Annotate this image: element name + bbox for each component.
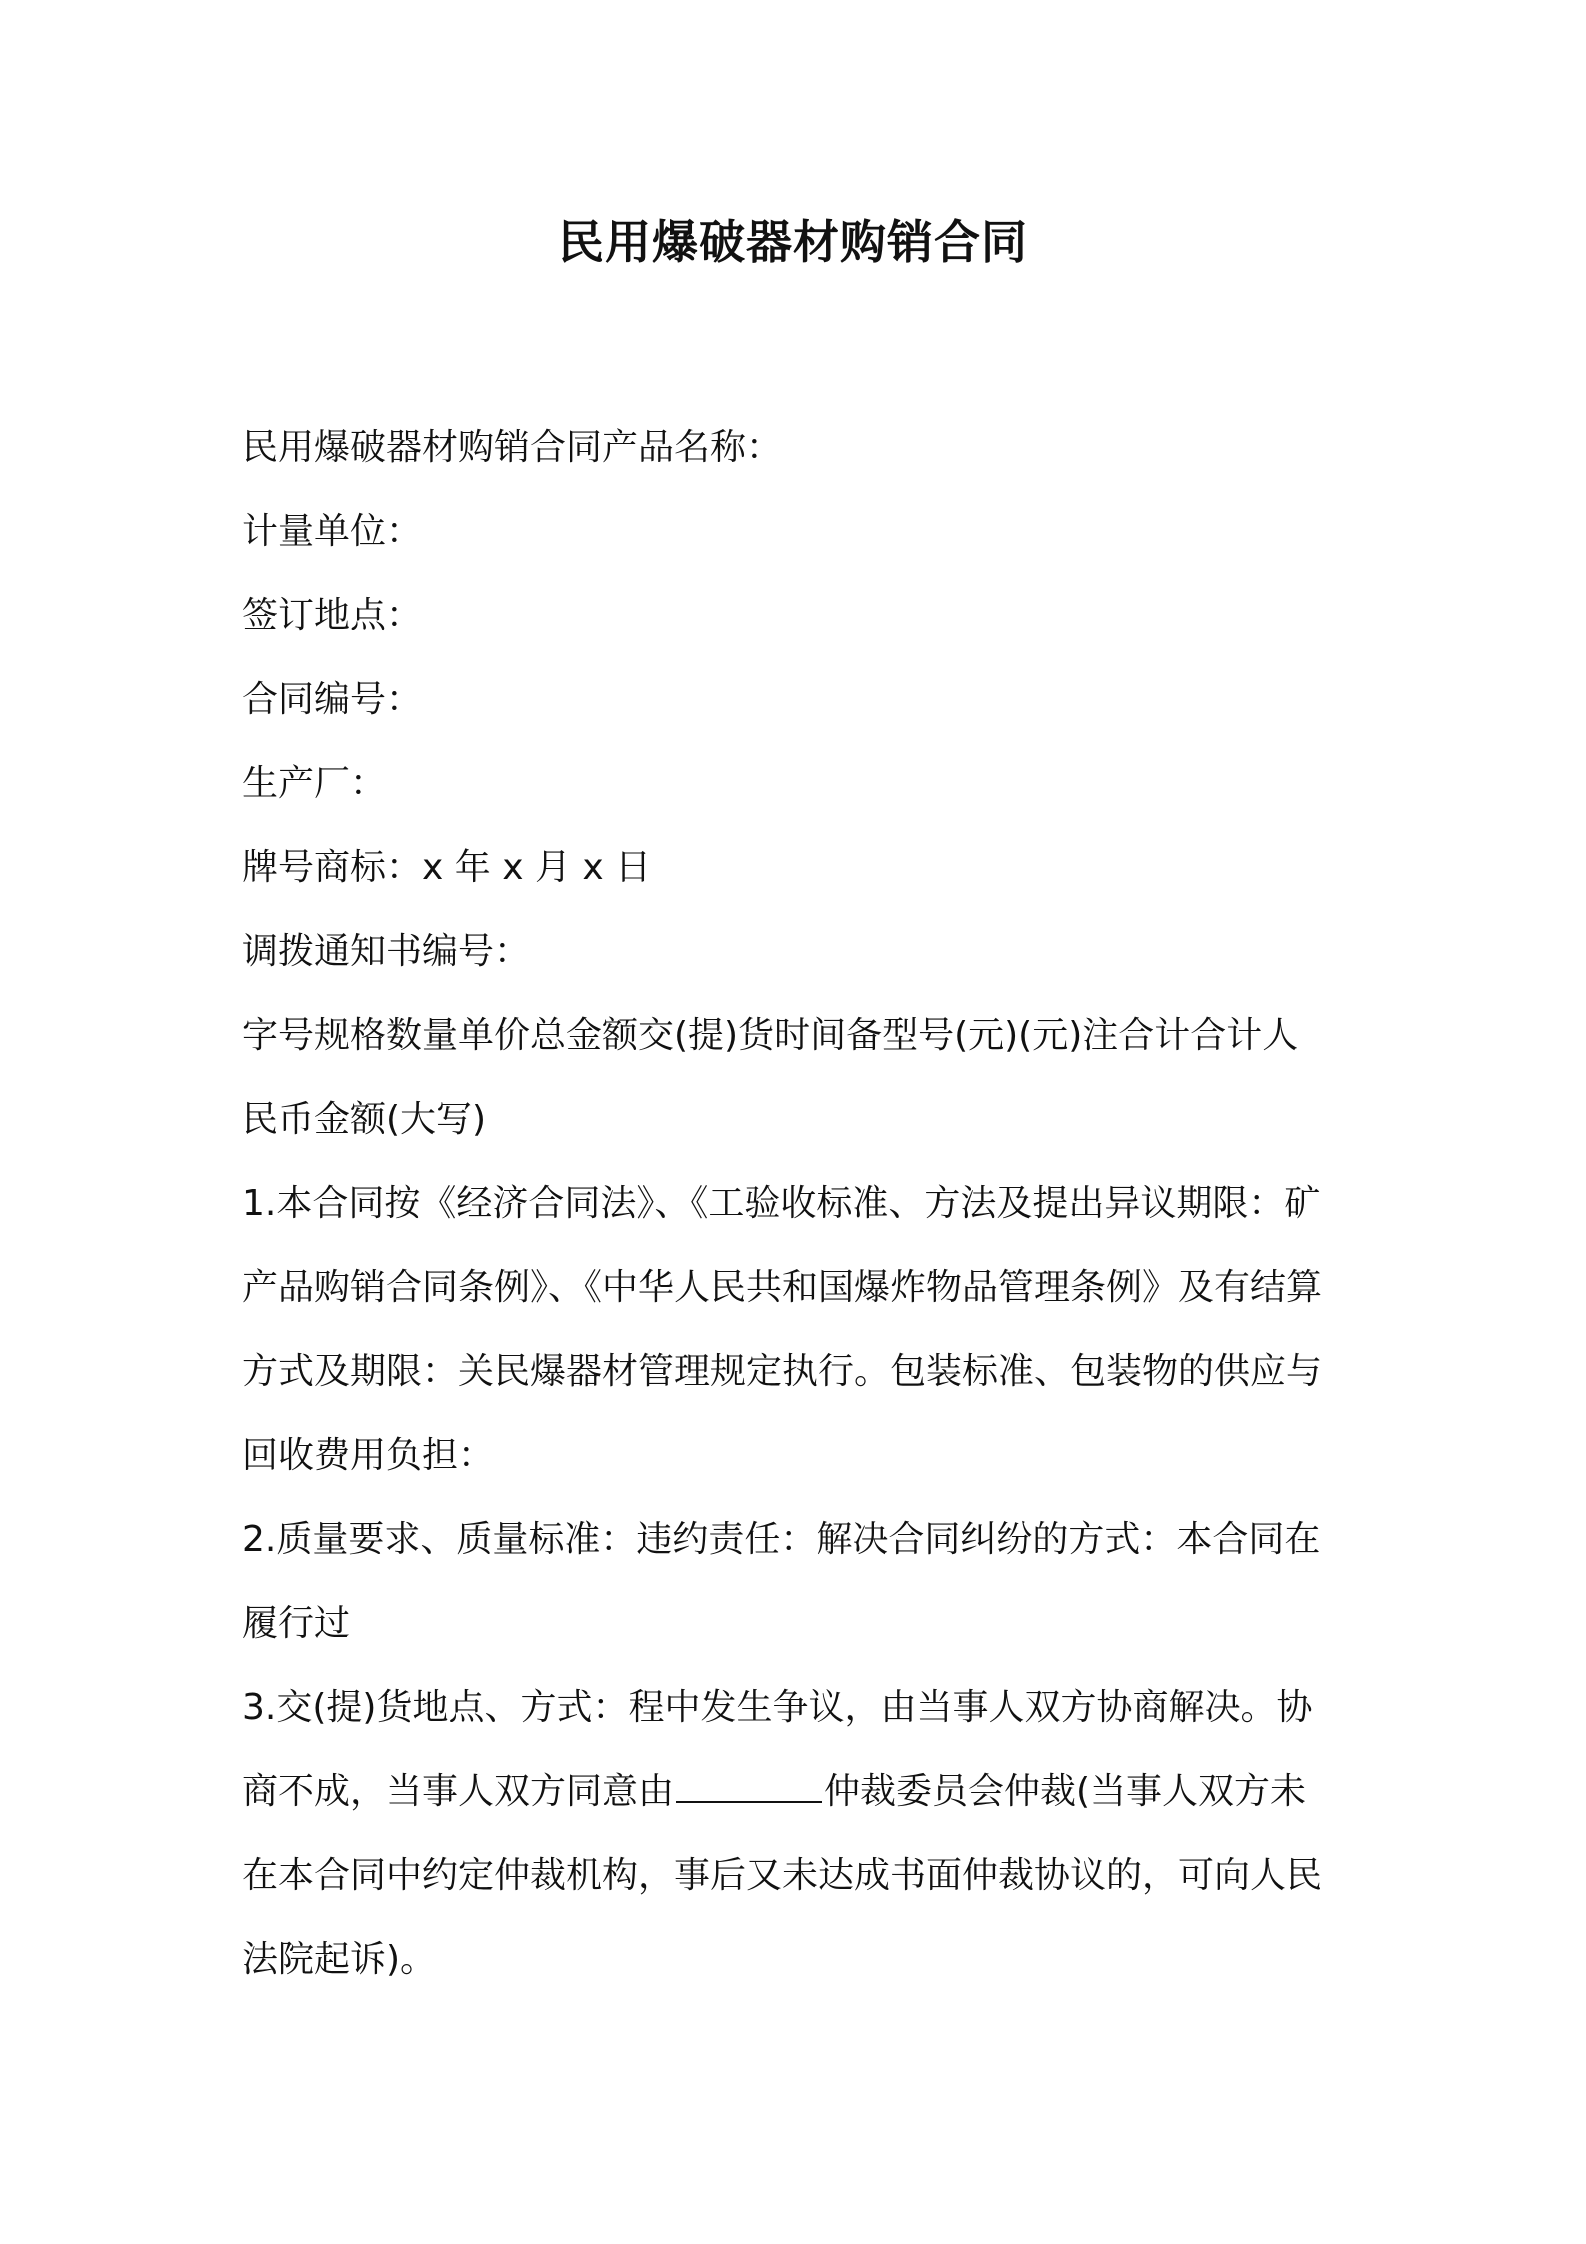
clause-3-line-3: 在本合同中约定仲裁机构，事后又未达成书面仲裁协议的，可向人民 bbox=[242, 1855, 1323, 1896]
clause-3-line-4: 法院起诉)。 bbox=[242, 1939, 437, 1980]
document-body bbox=[242, 406, 1362, 2002]
clause-3-line-2 bbox=[242, 1750, 1362, 1834]
clause-2-line-2: 履行过 bbox=[242, 1603, 351, 1644]
clause-1-line-3: 方式及期限：关民爆器材管理规定执行。包装标准、包装物的供应与 bbox=[242, 1351, 1323, 1392]
clause-1-line-2: 产品购销合同条例》、《中华人民共和国爆炸物品管理条例》及有结算 bbox=[242, 1267, 1323, 1308]
field-contract-number: 合同编号： bbox=[242, 679, 423, 720]
table-header-line-1: 字号规格数量单价总金额交(提)货时间备型号(元)(元)注合计合计人 bbox=[242, 1015, 1299, 1056]
table-header-line-2: 民币金额(大写) bbox=[242, 1099, 487, 1140]
clause-3-text-after-blank: 仲裁委员会仲裁(当事人双方未 bbox=[824, 1771, 1307, 1812]
field-allocation-number: 调拨通知书编号： bbox=[242, 931, 531, 972]
clause-1-line-4: 回收费用负担： bbox=[242, 1435, 495, 1476]
clause-3-line-1: 3.交(提)货地点、方式：程中发生争议，由当事人双方协商解决。协 bbox=[242, 1687, 1313, 1728]
field-product-name: 民用爆破器材购销合同产品名称： bbox=[242, 427, 783, 468]
field-brand-date: 牌号商标：x 年 x 月 x 日 bbox=[242, 847, 652, 888]
field-unit: 计量单位： bbox=[242, 511, 423, 552]
field-manufacturer: 生产厂： bbox=[242, 763, 387, 804]
clause-3-text-before-blank: 商不成，当事人双方同意由 bbox=[242, 1771, 675, 1812]
arbitration-committee-blank bbox=[676, 1767, 822, 1803]
document-title: 民用爆破器材购销合同 bbox=[558, 215, 1028, 269]
field-sign-place: 签订地点： bbox=[242, 595, 423, 636]
clause-2-line-1: 2.质量要求、质量标准：违约责任：解决合同纠纷的方式：本合同在 bbox=[242, 1519, 1321, 1560]
clause-1-line-1: 1.本合同按《经济合同法》、《工验收标准、方法及提出异议期限：矿 bbox=[242, 1183, 1321, 1224]
